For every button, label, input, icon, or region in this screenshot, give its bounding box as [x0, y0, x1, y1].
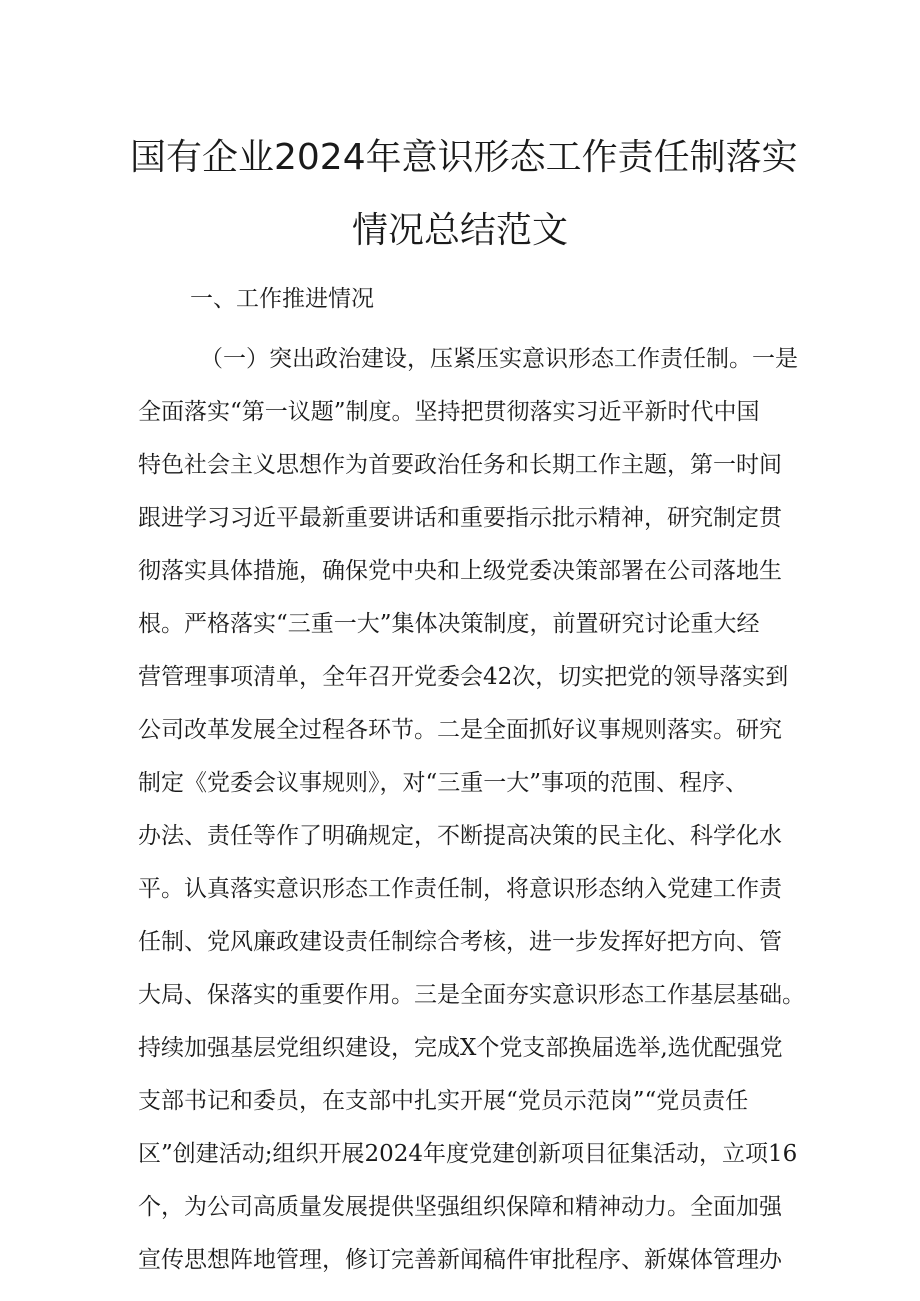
section-heading: 一、工作推进情况 — [190, 286, 374, 312]
paragraph-line: 跟进学习习近平最新重要讲话和重要指示批示精神，研究制定贯 — [138, 505, 782, 531]
paragraph-line: 根。严格落实“三重一大”集体决策制度，前置研究讨论重大经 — [138, 611, 760, 637]
paragraph-line: 大局、保落实的重要作用。三是全面夯实意识形态工作基层基础。 — [138, 982, 805, 1008]
paragraph-line: 持续加强基层党组织建设，完成X个党支部换届选举,选优配强党 — [138, 1035, 783, 1061]
paragraph-line: 办法、责任等作了明确规定，不断提高决策的民主化、科学化水 — [138, 823, 782, 849]
paragraph-line: （一）突出政治建设，压紧压实意识形态工作责任制。一是 — [200, 346, 798, 372]
paragraph-line: 平。认真落实意识形态工作责任制，将意识形态纳入党建工作责 — [138, 876, 782, 902]
paragraph-line: 特色社会主义思想作为首要政治任务和长期工作主题，第一时间 — [138, 452, 782, 478]
document-title-line-1: 国有企业2024年意识形态工作责任制落实 — [130, 137, 798, 178]
paragraph-line: 宣传思想阵地管理，修订完善新闻稿件审批程序、新媒体管理办 — [138, 1247, 782, 1273]
paragraph-line: 区”创建活动;组织开展2024年度党建创新项目征集活动，立项16 — [138, 1141, 798, 1167]
paragraph-line: 制定《党委会议事规则》，对“三重一大”事项的范围、程序、 — [138, 770, 749, 796]
paragraph-line: 支部书记和委员，在支部中扎实开展“党员示范岗”“党员责任 — [138, 1088, 749, 1114]
paragraph-line: 彻落实具体措施，确保党中央和上级党委决策部署在公司落地生 — [138, 558, 782, 584]
paragraph-line: 营管理事项清单，全年召开党委会42次，切实把党的领导落实到 — [138, 664, 789, 690]
paragraph-line: 全面落实“第一议题”制度。坚持把贯彻落实习近平新时代中国 — [138, 399, 760, 425]
paragraph-line: 个，为公司高质量发展提供坚强组织保障和精神动力。全面加强 — [138, 1194, 782, 1220]
paragraph-line: 任制、党风廉政建设责任制综合考核，进一步发挥好把方向、管 — [138, 929, 782, 955]
document-title-line-2: 情况总结范文 — [351, 210, 568, 251]
paragraph-line: 公司改革发展全过程各环节。二是全面抓好议事规则落实。研究 — [138, 717, 782, 743]
